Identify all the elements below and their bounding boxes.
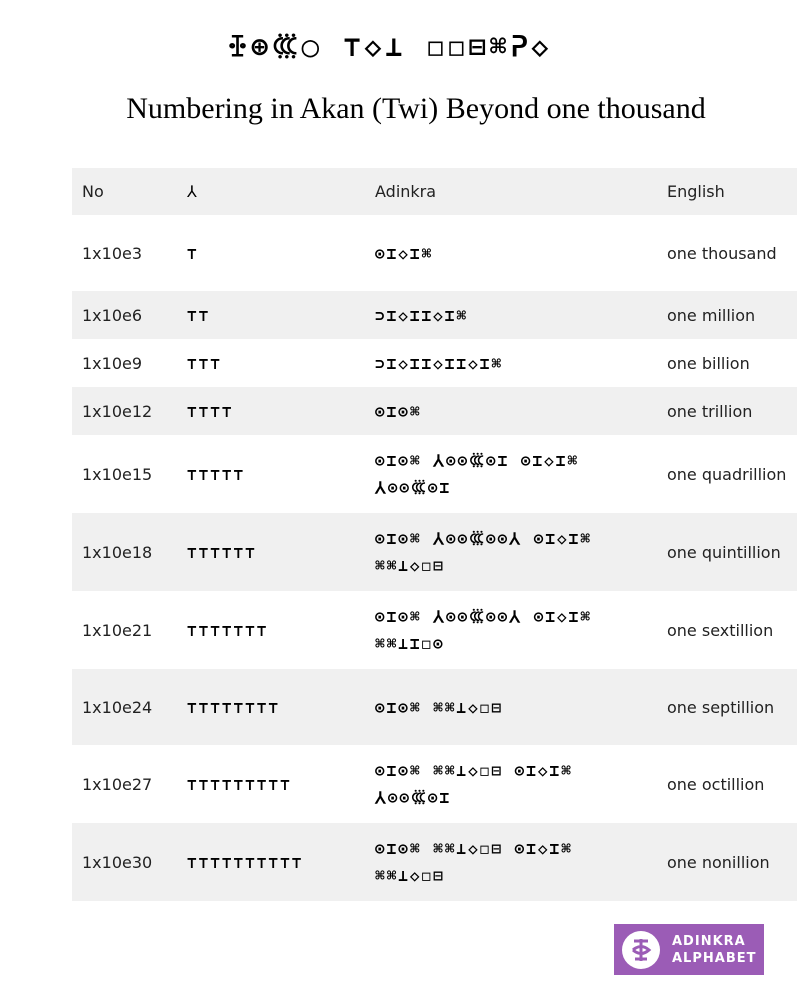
row-number: 1x10e9 (72, 339, 177, 387)
logo-line-2: ALPHABET (672, 950, 757, 966)
row-number: 1x10e6 (72, 291, 177, 339)
row-number: 1x10e15 (72, 435, 177, 513)
row-english: one septillion (657, 669, 797, 745)
row-number: 1x10e27 (72, 745, 177, 823)
row-english: one million (657, 291, 797, 339)
row-english: one quadrillion (657, 435, 797, 513)
table-row (72, 513, 797, 591)
row-number: 1x10e30 (72, 823, 177, 901)
table-row (72, 339, 797, 387)
row-symbol: ⊤⊤⊤⊤⊤⊤⊤⊤⊤⊤ (177, 823, 365, 901)
row-symbol: ⊤⊤⊤ (177, 339, 365, 387)
row-adinkra: ⊃⌶◇⌶⌶◇⌶⌶◇⌶⌘ (365, 339, 657, 387)
row-number: 1x10e3 (72, 215, 177, 291)
row-symbol: ⊤⊤⊤⊤⊤⊤⊤ (177, 591, 365, 669)
row-english: one octillion (657, 745, 797, 823)
row-english: one thousand (657, 215, 797, 291)
adinkra-symbol-icon (622, 931, 660, 969)
row-english: one nonillion (657, 823, 797, 901)
row-adinkra: ⊃⌶◇⌶⌶◇⌶⌘ (365, 291, 657, 339)
page-title: Numbering in Akan (Twi) Beyond one thousand (126, 92, 706, 125)
table-row (72, 291, 797, 339)
row-adinkra: ⊙⌶⊙⌘ ⅄⊙⊙ꘚ⊙⊙⅄ ⊙⌶◇⌶⌘ ⌘⌘⊥⌶◻⊙ (365, 591, 657, 669)
numbering-table (72, 168, 797, 901)
row-adinkra: ⊙⌶⊙⌘ ⅄⊙⊙ꘚ⊙⊙⅄ ⊙⌶◇⌶⌘ ⌘⌘⊥◇◻⊟ (365, 513, 657, 591)
row-english: one sextillion (657, 591, 797, 669)
logo-line-1: ADINKRA (672, 933, 746, 949)
header-symbol: ⅄ (177, 168, 365, 215)
row-adinkra: ⊙⌶⊙⌘ ⌘⌘⊥◇◻⊟ ⊙⌶◇⌶⌘ ⌘⌘⊥◇◻⊟ (365, 823, 657, 901)
row-adinkra: ⊙⌶⊙⌘ ⅄⊙⊙ꘚ⊙⌶ ⊙⌶◇⌶⌘ ⅄⊙⊙ꘚ⊙⌶ (365, 435, 657, 513)
row-english: one trillion (657, 387, 797, 435)
header-english: English (657, 168, 797, 215)
table-row (72, 669, 797, 745)
header-adinkra: Adinkra (365, 168, 657, 215)
header-no: No (72, 168, 177, 215)
adinkra-title: ꔀ⊕ꘚ◯ ⊤◇⊥ ◻◻⊟⌘ᕈ◇ (227, 30, 553, 63)
row-symbol: ⊤⊤⊤⊤ (177, 387, 365, 435)
row-adinkra: ⊙⌶◇⌶⌘ (365, 215, 657, 291)
logo-text (672, 933, 756, 967)
row-english: one billion (657, 339, 797, 387)
row-symbol: ⊤⊤⊤⊤⊤ (177, 435, 365, 513)
row-symbol: ⊤⊤⊤⊤⊤⊤⊤⊤⊤ (177, 745, 365, 823)
row-adinkra: ⊙⌶⊙⌘ ⌘⌘⊥◇◻⊟ (365, 669, 657, 745)
table-header-row (72, 168, 797, 215)
table-row (72, 387, 797, 435)
row-adinkra: ⊙⌶⊙⌘ ⌘⌘⊥◇◻⊟ ⊙⌶◇⌶⌘ ⅄⊙⊙ꘚ⊙⌶ (365, 745, 657, 823)
table-row (72, 823, 797, 901)
row-english: one quintillion (657, 513, 797, 591)
row-number: 1x10e18 (72, 513, 177, 591)
row-symbol: ⊤⊤⊤⊤⊤⊤⊤⊤ (177, 669, 365, 745)
row-symbol: ⊤ (177, 215, 365, 291)
row-symbol: ⊤⊤ (177, 291, 365, 339)
table-row (72, 435, 797, 513)
row-number: 1x10e12 (72, 387, 177, 435)
adinkra-alphabet-logo (614, 924, 764, 975)
table-row (72, 591, 797, 669)
row-number: 1x10e21 (72, 591, 177, 669)
row-adinkra: ⊙⌶⊙⌘ (365, 387, 657, 435)
row-number: 1x10e24 (72, 669, 177, 745)
row-symbol: ⊤⊤⊤⊤⊤⊤ (177, 513, 365, 591)
table-row (72, 745, 797, 823)
table-row (72, 215, 797, 291)
